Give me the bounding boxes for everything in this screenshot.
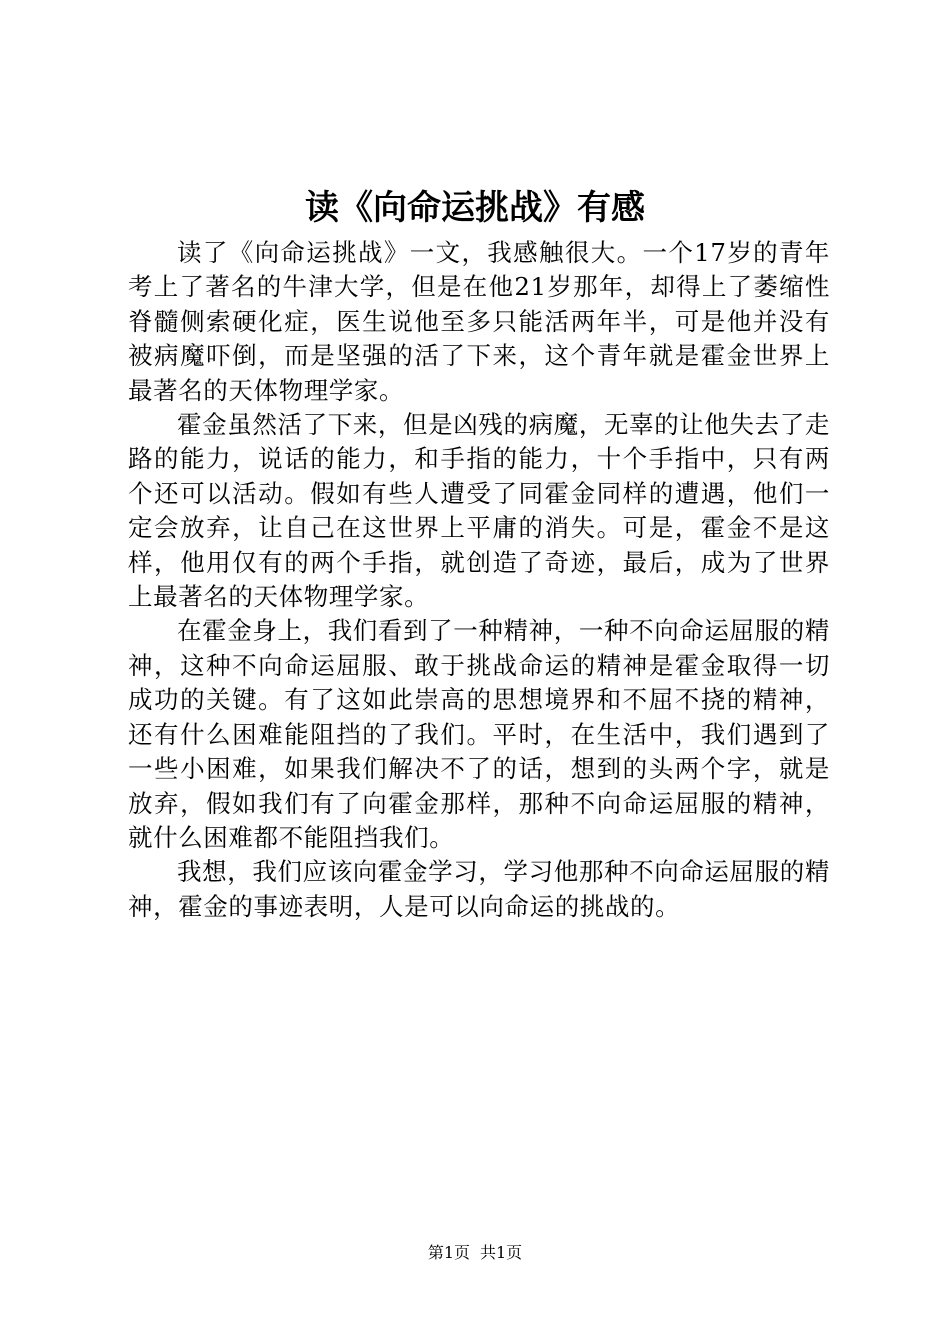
paragraph-2: 霍金虽然活了下来，但是凶残的病魔，无辜的让他失去了走路的能力，说话的能力，和手指的能力，十个手指中，只有两个还可以活动。假如有些人遭受了同霍金同样的遭遇，他们一定会放弃，让自己在这世界上平庸的消失。可是，霍金不是这样，他用仅有的两个手指，就创造了奇迹，最后，成为了世界上最著名的天体物理学家。 [128, 410, 830, 612]
document-body [128, 236, 830, 924]
page-footer [0, 1242, 950, 1264]
paragraph-3: 在霍金身上，我们看到了一种精神，一种不向命运屈服的精神，这种不向命运屈服、敢于挑战命运的精神是霍金取得一切成功的关键。有了这如此崇高的思想境界和不屈不挠的精神，还有什么困难能阻挡的了我们。平时，在生活中，我们遇到了一些小困难，如果我们解决不了的话，想到的头两个字，就是放弃，假如我们有了向霍金那样，那种不向命运屈服的精神，就什么困难都不能阻挡我们。 [128, 616, 830, 852]
paragraph-1: 读了《向命运挑战》一文，我感触很大。一个17岁的青年考上了著名的牛津大学，但是在他21岁那年，却得上了萎缩性脊髓侧索硬化症，医生说他至多只能活两年半，可是他并没有被病魔吓倒，而是坚强的活了下来，这个青年就是霍金世界上最著名的天体物理学家。 [128, 238, 830, 405]
paragraph-4: 我想，我们应该向霍金学习，学习他那种不向命运屈服的精神，霍金的事迹表明，人是可以向命运的挑战的。 [128, 857, 830, 921]
page-total: 共1页 [480, 1243, 523, 1262]
document-title: 读《向命运挑战》有感 [305, 188, 645, 228]
page-number: 第1页 [427, 1243, 470, 1262]
